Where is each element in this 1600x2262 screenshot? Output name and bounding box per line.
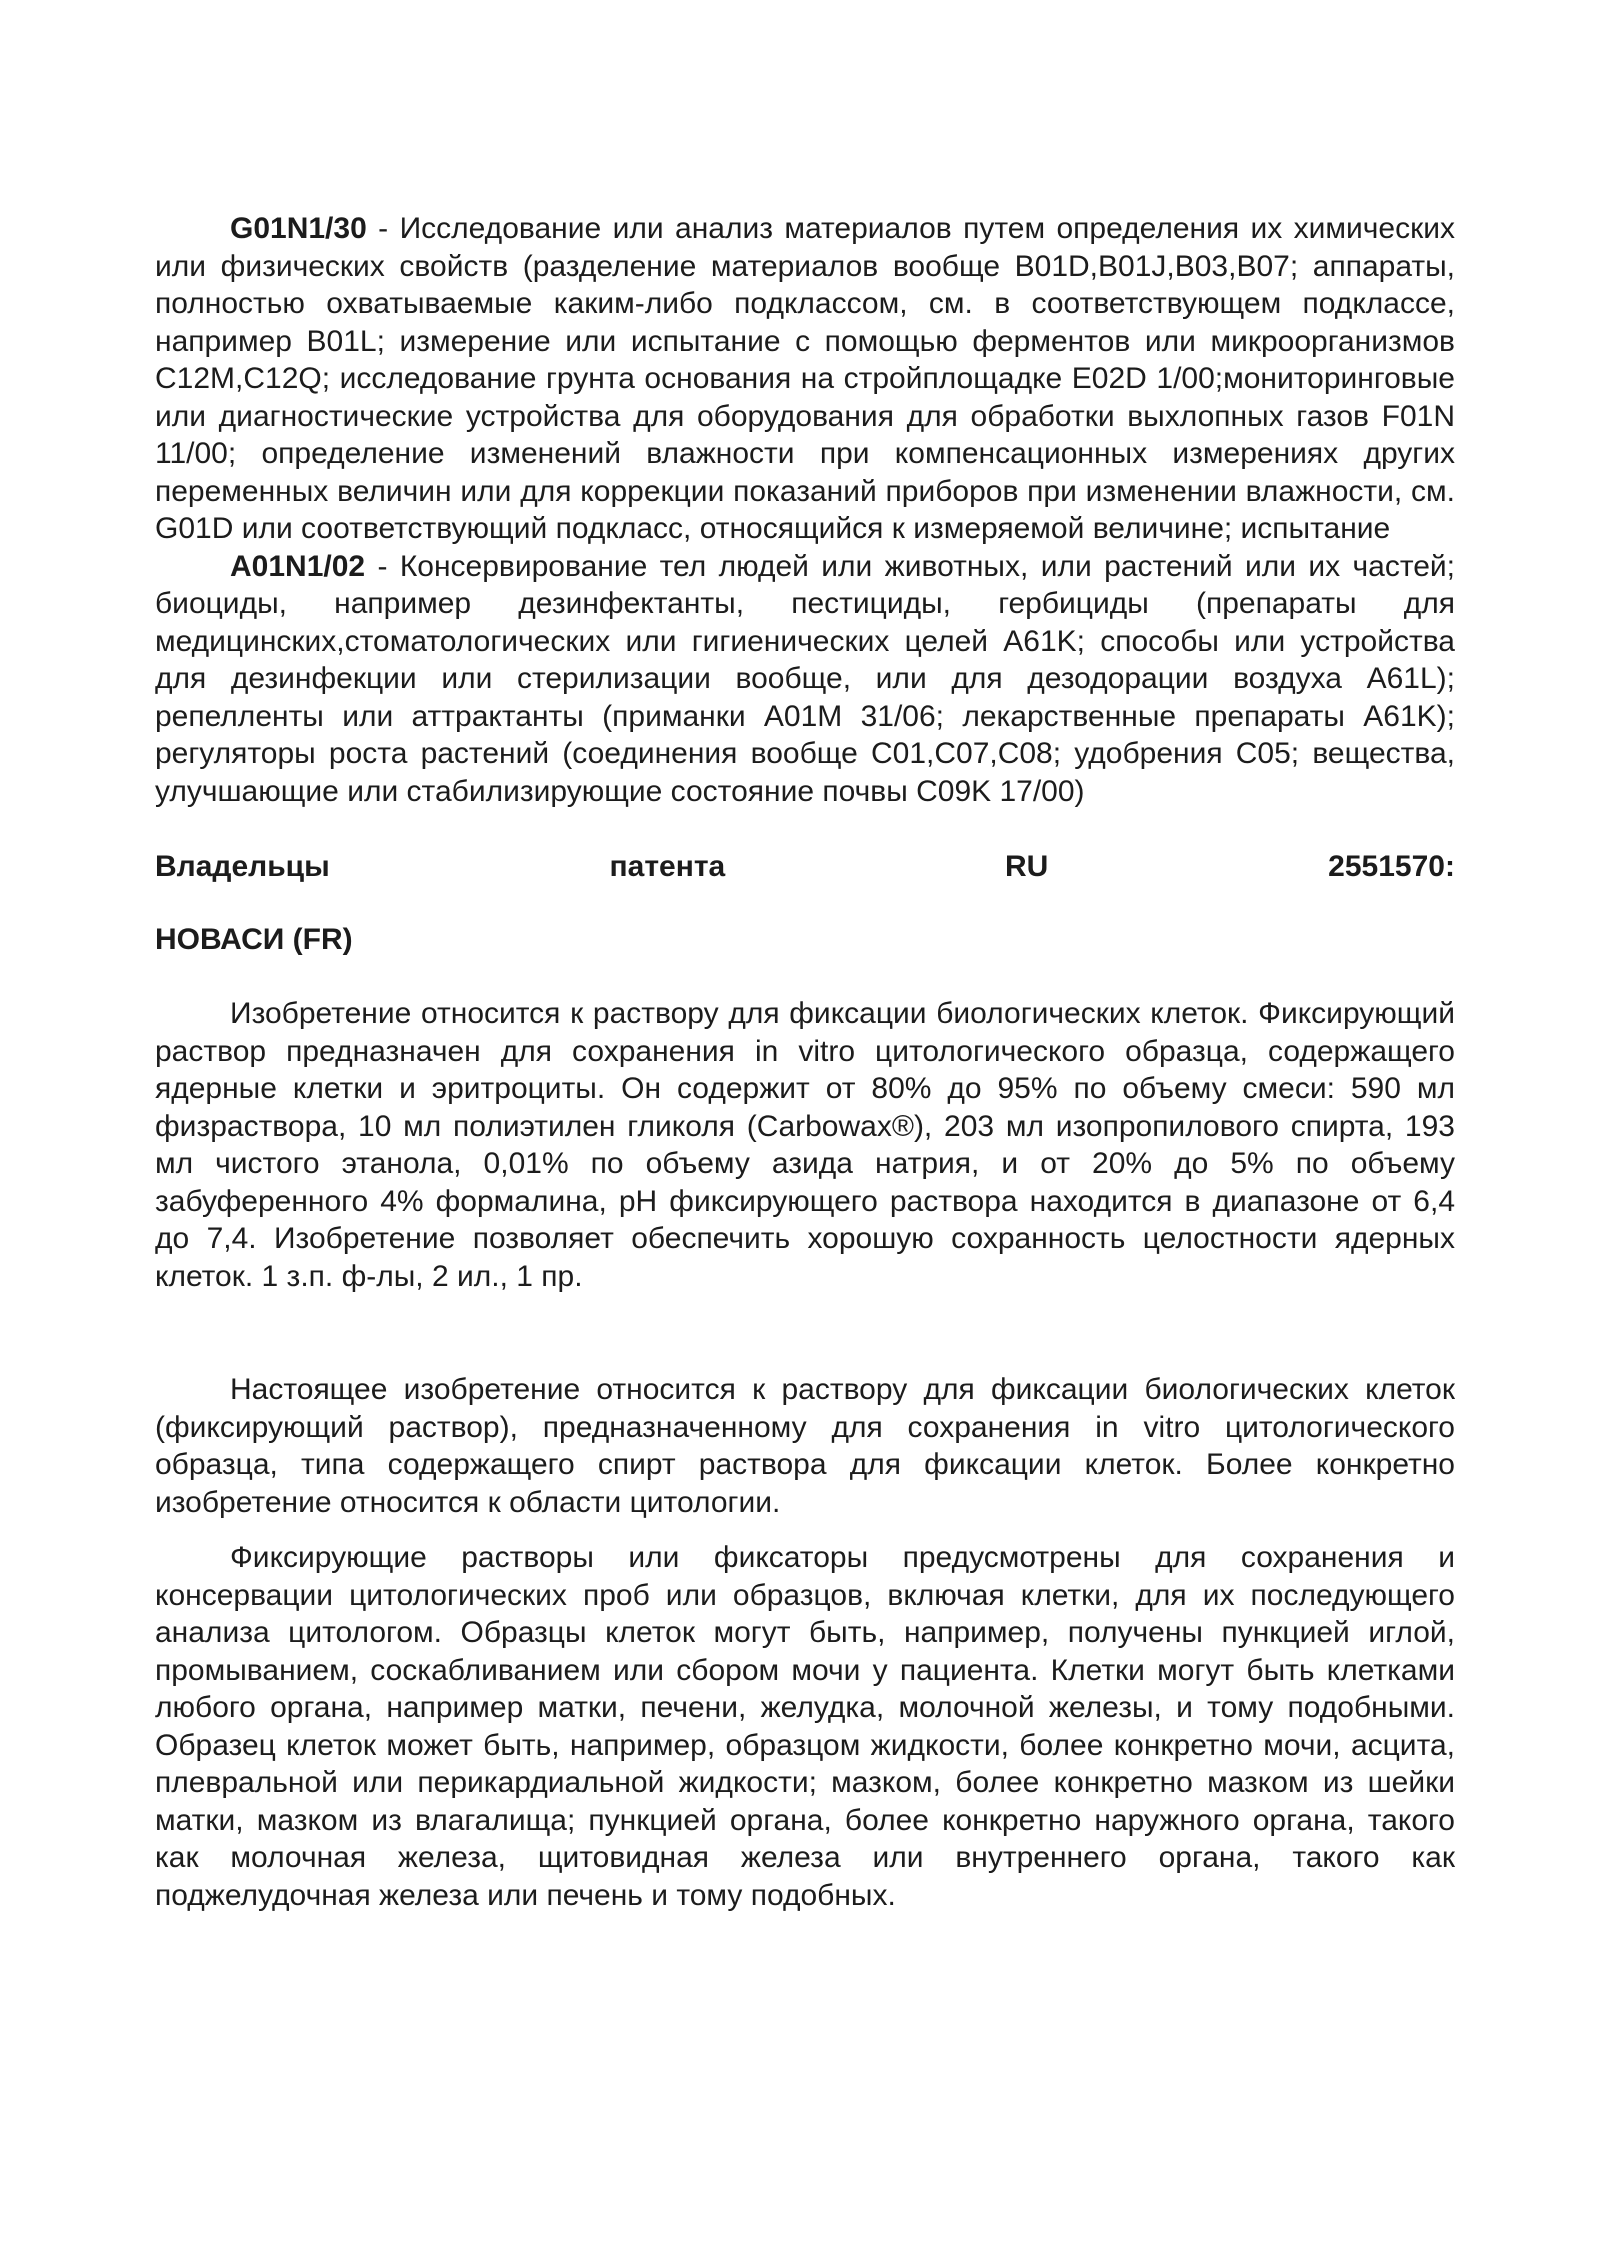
classification-code: G01N1/30 <box>230 212 367 245</box>
classification-code: A01N1/02 <box>230 549 366 583</box>
classification-entry-g01n1-30 <box>155 210 1455 548</box>
owners-heading-word: Владельцы <box>155 850 330 883</box>
owners-heading-word: 2551570: <box>1328 850 1455 883</box>
abstract-paragraph: Изобретение относится к раствору для фиксации биологических клеток. Фиксирующий раствор предназначен для сохранения in vitro цитологического образца, содержащего ядерные клетки и эритроциты. Он содержит от 80% до 95% по объему смеси: 590 мл физраствора, 10 мл полиэтилен гликоля (Carbowax®), 203 мл изопропилового спирта, 193 мл чистого этанола, 0,01% по объему азида натрия, и от 20% до 5% по объему забуференного 4% формалина, pH фиксирующего раствора находится в диапазоне от 6,4 до 7,4. Изобретение позволяет обеспечить хорошую сохранность целостности ядерных клеток. 1 з.п. ф-лы, 2 ил., 1 пр. <box>155 997 1455 1293</box>
description-paragraph: Фиксирующие растворы или фиксаторы предусмотрены для сохранения и консервации цитологических проб или образцов, включая клетки, для их последующего анализа цитологом. Образцы клеток могут быть, например, получены пункцией иглой, промыванием, соскабливанием или сбором мочи у пациента. Клетки могут быть клетками любого органа, например матки, печени, желудка, молочной железы, и тому подобными. Образец клеток может быть, например, образцом жидкости, более конкретно мочи, асцита, плевральной или перикардиальной жидкости; мазком, более конкретно мазком из шейки матки, мазком из влагалища; пункцией органа, более конкретно наружного органа, такого как молочная железа, щитовидная железа или внутреннего органа, такого как поджелудочная железа или печень и тому подобных. <box>155 1541 1455 1912</box>
owners-heading-word: патента <box>609 850 726 883</box>
owners-heading-word: RU <box>1005 850 1049 883</box>
classification-text: Исследование или анализ материалов путем определения их химических или физических свойств (разделение материалов вообще B01D,B01J,B03,B07; аппараты, полностью охватываемые каким-либо подклассом, см. в соответствующем подклассе, например B01L; измерение или испытание с помощью ферментов или микроорганизмов C12M,C12Q; исследование грунта основания на стройплощадке E02D 1/00;мониторинговые или диагностические устройства для оборудования для обработки выхлопных газов F01N 11/00; определение изменений влажности при компенсационных измерениях других переменных величин или для коррекции показаний приборов при изменении влажности, см. G01D или соответствующий подкласс, относящийся к измеряемой величине; испытание <box>155 212 1456 545</box>
classification-separator: - <box>365 549 400 583</box>
classification-text: Консервирование тел людей или животных, или растений или их частей; биоциды, например дезинфектанты, пестициды, гербициды (препараты для медицинских,стоматологических или гигиенических целей A61K; способы или устройства для дезинфекции или стерилизации вообще, или для дезодорации воздуха A61L); репелленты или аттрактанты (приманки A01M 31/06; лекарственные препараты A61K); регуляторы роста растений (соединения вообще C01,C07,C08; удобрения C05; вещества, улучшающие или стабилизирующие состояние почвы C09K 17/00) <box>155 549 1455 808</box>
description-paragraph: Настоящее изобретение относится к раствору для фиксации биологических клеток (фиксирующий раствор), предназначенному для сохранения in vitro цитологического образца, типа содержащего спирт раствора для фиксации клеток. Более конкретно изобретение относится к области цитологии. <box>155 1373 1455 1519</box>
classification-separator: - <box>366 212 400 245</box>
patent-owners-heading <box>155 848 1455 886</box>
classification-entry-a01n1-02 <box>155 548 1455 811</box>
patent-owner-name: НОВАСИ (FR) <box>155 922 353 956</box>
patent-document-page <box>155 210 1455 1914</box>
